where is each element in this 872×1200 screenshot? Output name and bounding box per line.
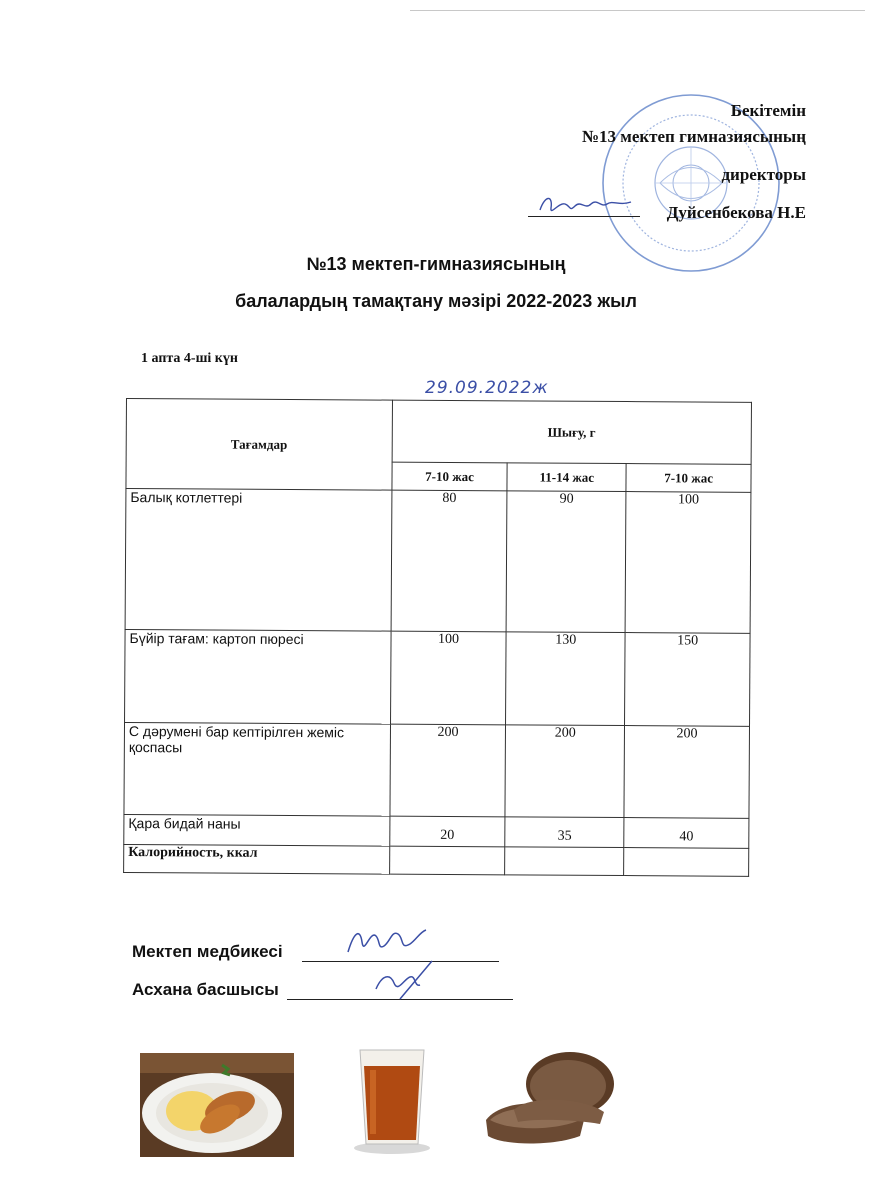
canteen-head-label: Асхана басшысы xyxy=(132,980,279,999)
portion-value: 35 xyxy=(505,817,624,848)
portion-value: 90 xyxy=(506,491,626,633)
table-row xyxy=(124,722,750,818)
approval-school: №13 мектеп гимназиясының xyxy=(581,127,806,146)
portion-value: 100 xyxy=(625,492,751,634)
director-signature-line xyxy=(528,216,640,217)
header-dishes: Тағамдар xyxy=(126,399,392,491)
portion-value: 200 xyxy=(390,724,506,817)
portion-value: 80 xyxy=(391,490,508,632)
calories-label: Калорийность, ккал xyxy=(124,844,390,874)
page-top-line xyxy=(410,10,865,11)
portion-value: 40 xyxy=(624,818,749,849)
portion-value: 150 xyxy=(625,633,750,727)
rye-bread-photo xyxy=(484,1050,616,1148)
portion-value: 100 xyxy=(390,631,506,725)
header-age-group: 7-10 жас xyxy=(392,462,508,491)
dish-name: Бүйір тағам: картоп пюресі xyxy=(125,629,391,724)
nurse-label: Мектеп медбикесі xyxy=(132,942,283,961)
compote-glass-photo xyxy=(352,1044,432,1156)
header-age-group: 7-10 жас xyxy=(626,464,751,493)
dish-name: Қара бидай наны xyxy=(124,814,390,846)
header-output: Шығу, г xyxy=(392,400,752,464)
calories-row xyxy=(124,844,749,876)
calories-value xyxy=(389,846,505,875)
menu-table xyxy=(123,398,752,877)
portion-value: 130 xyxy=(506,632,625,726)
table-row xyxy=(125,629,751,726)
fish-cutlet-photo xyxy=(140,1053,294,1157)
header-age-group: 11-14 жас xyxy=(507,463,626,492)
table-row xyxy=(124,814,749,848)
week-day-label: 1 апта 4-ші күн xyxy=(141,351,238,366)
approval-position: директоры xyxy=(721,165,806,184)
portion-value: 20 xyxy=(389,816,505,847)
document-title-line2: балалардың тамақтану мәзірі 2022-2023 жыл xyxy=(235,291,637,311)
calories-value xyxy=(624,848,749,877)
handwritten-date: 29.09.2022ж xyxy=(425,378,549,398)
table-row xyxy=(125,489,751,634)
approval-director-name: Дуйсенбекова Н.Е xyxy=(666,203,806,222)
approval-heading: Бекітемін xyxy=(730,101,806,120)
portion-value: 200 xyxy=(624,726,749,819)
document-title-line1: №13 мектеп-гимназиясының xyxy=(306,254,566,274)
dish-name: С дәрумені бар кептірілген жеміс қоспасы xyxy=(124,722,390,816)
calories-value xyxy=(505,847,624,876)
dish-name: Балық котлеттері xyxy=(125,489,391,632)
canteen-head-signature xyxy=(370,955,440,1005)
portion-value: 200 xyxy=(505,725,624,818)
